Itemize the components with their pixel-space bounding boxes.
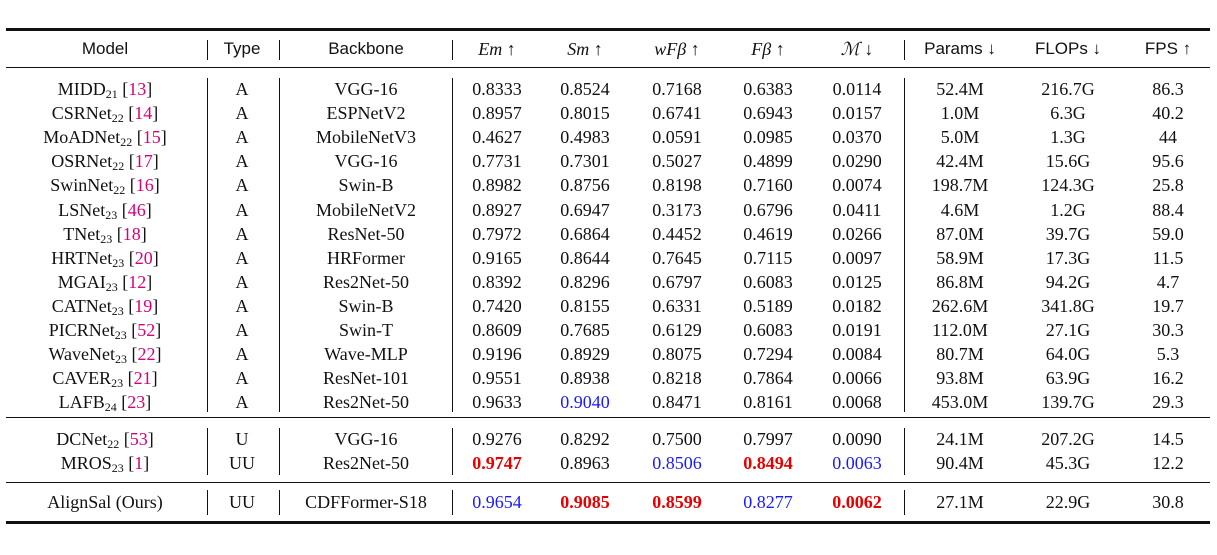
cell-type: UU bbox=[229, 492, 255, 512]
cell-params: 93.8M bbox=[936, 368, 984, 389]
cell-mae: 0.0411 bbox=[832, 199, 882, 220]
cell-params: 27.1M bbox=[936, 492, 984, 512]
model-year: 23 bbox=[112, 255, 125, 270]
cell-sm: 0.8015 bbox=[560, 103, 610, 124]
cell-params: 4.6M bbox=[940, 199, 980, 220]
citation-link[interactable]: 12 bbox=[128, 271, 147, 292]
cell-sm: 0.6864 bbox=[560, 223, 610, 244]
cell-backbone: Res2Net-50 bbox=[323, 271, 409, 292]
cell-backbone: MobileNetV2 bbox=[316, 199, 416, 220]
cell-sm: 0.8929 bbox=[560, 344, 610, 365]
column-separator bbox=[452, 490, 453, 515]
cell-sm: 0.7301 bbox=[560, 151, 610, 172]
header-rule bbox=[6, 67, 1210, 68]
cell-fb: 0.6943 bbox=[743, 103, 793, 124]
citation-link[interactable]: 16 bbox=[135, 175, 154, 196]
cell-em: 0.9747 bbox=[472, 453, 522, 474]
cell-fb: 0.8277 bbox=[743, 492, 793, 512]
cell-type: A bbox=[235, 127, 249, 148]
cell-wfb: 0.8599 bbox=[652, 492, 702, 512]
cell-flops: 39.7G bbox=[1045, 223, 1091, 244]
citation-link[interactable]: 18 bbox=[122, 223, 141, 244]
cell-type: A bbox=[235, 103, 249, 124]
cell-flops: 15.6G bbox=[1045, 151, 1091, 172]
cell-em: 0.8609 bbox=[472, 320, 522, 340]
cell-em: 0.9654 bbox=[472, 492, 522, 512]
cell-mae: 0.0084 bbox=[832, 344, 882, 365]
cell-fb: 0.4899 bbox=[743, 151, 793, 172]
column-separator bbox=[452, 428, 453, 475]
cell-em: 0.7972 bbox=[472, 223, 522, 244]
cell-fps: 4.7 bbox=[1156, 271, 1180, 292]
cell-sm: 0.8296 bbox=[560, 271, 610, 292]
group-rule-2 bbox=[6, 482, 1210, 483]
cell-em: 0.9551 bbox=[472, 368, 522, 389]
model-year: 23 bbox=[114, 328, 127, 342]
cell-fb: 0.5189 bbox=[743, 295, 793, 316]
cell-wfb: 0.0591 bbox=[652, 127, 702, 148]
header-model: Model bbox=[81, 39, 129, 58]
cell-params: 262.6M bbox=[931, 295, 989, 316]
citation-link[interactable]: 15 bbox=[142, 127, 161, 148]
cell-em: 0.8333 bbox=[472, 79, 522, 99]
cell-fps: 11.5 bbox=[1152, 247, 1184, 268]
column-separator bbox=[452, 40, 453, 60]
cell-flops: 17.3G bbox=[1045, 247, 1091, 268]
column-separator bbox=[279, 490, 280, 515]
model-name: $MIDD_{21}$ [13] bbox=[57, 79, 153, 101]
cell-fb: 0.0985 bbox=[743, 127, 793, 148]
cell-mae: 0.0157 bbox=[832, 103, 882, 124]
cell-em: 0.8392 bbox=[472, 271, 522, 292]
model-label: DCNet bbox=[56, 429, 108, 449]
cell-params: 90.4M bbox=[936, 453, 984, 474]
model-name: $MROS_{23}$ [1] bbox=[60, 453, 150, 476]
cell-params: 87.0M bbox=[936, 223, 984, 244]
bottom-rule bbox=[6, 521, 1210, 524]
cell-params: 52.4M bbox=[936, 79, 984, 99]
citation-link[interactable]: 22 bbox=[137, 344, 156, 365]
cell-flops: 139.7G bbox=[1041, 392, 1095, 413]
cell-backbone: ESPNetV2 bbox=[326, 103, 406, 124]
cell-fps: 5.3 bbox=[1156, 344, 1180, 365]
column-separator bbox=[207, 40, 208, 60]
cell-mae: 0.0074 bbox=[832, 175, 882, 196]
cell-wfb: 0.8506 bbox=[652, 453, 702, 474]
cell-fps: 30.3 bbox=[1152, 320, 1184, 340]
citation-link[interactable]: 46 bbox=[127, 199, 146, 220]
cell-em: 0.7731 bbox=[472, 151, 522, 172]
cell-wfb: 0.6797 bbox=[652, 271, 702, 292]
cell-fps: 59.0 bbox=[1152, 223, 1184, 244]
header-flops: FLOPs ↓ bbox=[1034, 39, 1102, 58]
model-year: 23 bbox=[115, 352, 128, 367]
cell-params: 198.7M bbox=[931, 175, 989, 196]
column-separator bbox=[452, 78, 453, 412]
cell-fps: 88.4 bbox=[1152, 199, 1184, 220]
cell-sm: 0.7685 bbox=[560, 320, 610, 340]
column-separator bbox=[279, 78, 280, 412]
cell-wfb: 0.6741 bbox=[652, 103, 702, 124]
column-separator bbox=[904, 78, 905, 412]
cell-params: 1.0M bbox=[940, 103, 980, 124]
cell-mae: 0.0097 bbox=[832, 247, 882, 268]
header-type: Type bbox=[223, 39, 261, 58]
cell-backbone: Swin-B bbox=[338, 295, 394, 316]
column-separator bbox=[279, 40, 280, 60]
cell-em: 0.9633 bbox=[472, 392, 522, 413]
cell-backbone: Swin-B bbox=[338, 175, 394, 196]
cell-sm: 0.8938 bbox=[560, 368, 610, 389]
column-separator bbox=[904, 40, 905, 60]
column-separator bbox=[279, 428, 280, 475]
cell-backbone: VGG-16 bbox=[334, 151, 398, 172]
cell-fps: 16.2 bbox=[1152, 368, 1184, 389]
cell-flops: 124.3G bbox=[1041, 175, 1095, 196]
cell-wfb: 0.8075 bbox=[652, 344, 702, 365]
cell-backbone: CDFFormer-S18 bbox=[305, 492, 427, 512]
cell-fps: 44 bbox=[1159, 127, 1177, 148]
model-year: 22 bbox=[113, 183, 126, 198]
cell-flops: 6.3G bbox=[1050, 103, 1086, 124]
model-year: 22 bbox=[111, 111, 124, 126]
cell-em: 0.8927 bbox=[472, 199, 522, 220]
header-em: Em ↑ bbox=[478, 39, 516, 59]
header-mae: ℳ ↓ bbox=[840, 39, 874, 59]
cell-mae: 0.0182 bbox=[832, 295, 882, 316]
cell-em: 0.9196 bbox=[472, 344, 522, 365]
citation-link[interactable]: 23 bbox=[127, 392, 146, 413]
cell-fps: 12.2 bbox=[1152, 453, 1184, 474]
header-params: Params ↓ bbox=[924, 39, 996, 58]
cell-fb: 0.6383 bbox=[743, 79, 793, 99]
cell-flops: 1.2G bbox=[1050, 199, 1086, 220]
cell-fb: 0.7294 bbox=[743, 344, 793, 365]
cell-fb: 0.7115 bbox=[743, 247, 793, 268]
header-wfb: wFβ ↑ bbox=[654, 39, 700, 59]
cell-backbone: Swin-T bbox=[339, 320, 393, 340]
cell-type: A bbox=[235, 223, 249, 244]
cell-fps: 25.8 bbox=[1152, 175, 1184, 196]
cell-type: UU bbox=[229, 453, 255, 474]
cell-sm: 0.8963 bbox=[560, 453, 610, 474]
cell-wfb: 0.8218 bbox=[652, 368, 702, 389]
cell-sm: 0.8644 bbox=[560, 247, 610, 268]
cell-wfb: 0.6331 bbox=[652, 295, 702, 316]
cell-wfb: 0.7500 bbox=[652, 429, 702, 449]
model-year: 22 bbox=[112, 159, 125, 174]
header-fps: FPS ↑ bbox=[1144, 39, 1192, 58]
model-label: OSRNet bbox=[51, 151, 113, 172]
cell-params: 80.7M bbox=[936, 344, 984, 365]
cell-flops: 216.7G bbox=[1041, 79, 1095, 99]
cell-fps: 19.7 bbox=[1152, 295, 1184, 316]
cell-type: A bbox=[235, 247, 249, 268]
model-label: MGAI bbox=[57, 271, 106, 292]
model-label: TNet bbox=[63, 223, 101, 244]
cell-backbone: VGG-16 bbox=[334, 429, 398, 449]
citation-link[interactable]: 20 bbox=[134, 247, 153, 268]
cell-sm: 0.8292 bbox=[560, 429, 610, 449]
model-label: SwinNet bbox=[50, 175, 114, 196]
cell-params: 86.8M bbox=[936, 271, 984, 292]
cell-em: 0.9276 bbox=[472, 429, 522, 449]
column-separator bbox=[207, 428, 208, 475]
header-sm: Sm ↑ bbox=[567, 39, 603, 59]
cell-mae: 0.0063 bbox=[832, 453, 882, 474]
cell-sm: 0.8756 bbox=[560, 175, 610, 196]
cell-params: 5.0M bbox=[940, 127, 980, 148]
cell-fb: 0.7997 bbox=[743, 429, 793, 449]
cell-fps: 95.6 bbox=[1152, 151, 1184, 172]
citation-link[interactable]: 52 bbox=[137, 320, 156, 340]
cell-type: A bbox=[235, 295, 249, 316]
cell-fb: 0.7864 bbox=[743, 368, 793, 389]
model-name: $MGAI_{23}$ [12] bbox=[57, 271, 153, 294]
cell-sm: 0.9040 bbox=[560, 392, 610, 413]
cell-type: A bbox=[235, 344, 249, 365]
model-label: AlignSal (Ours) bbox=[47, 492, 163, 512]
citation-link[interactable]: 14 bbox=[134, 103, 153, 124]
cell-backbone: VGG-16 bbox=[334, 79, 398, 99]
cell-wfb: 0.4452 bbox=[652, 223, 702, 244]
cell-backbone: Res2Net-50 bbox=[323, 453, 409, 474]
cell-wfb: 0.6129 bbox=[652, 320, 702, 340]
model-year: 24 bbox=[104, 400, 117, 415]
cell-em: 0.4627 bbox=[472, 127, 522, 148]
cell-flops: 22.9G bbox=[1045, 492, 1091, 512]
column-separator bbox=[904, 428, 905, 475]
model-year: 23 bbox=[100, 231, 113, 246]
cell-flops: 94.2G bbox=[1045, 271, 1091, 292]
group-rule-1 bbox=[6, 417, 1210, 418]
cell-params: 112.0M bbox=[932, 320, 988, 340]
cell-type: A bbox=[235, 199, 249, 220]
model-year: 22 bbox=[107, 437, 120, 451]
cell-type: A bbox=[235, 271, 249, 292]
citation-link[interactable]: 21 bbox=[133, 368, 152, 389]
cell-backbone: Res2Net-50 bbox=[323, 392, 409, 413]
column-separator bbox=[207, 78, 208, 412]
model-year: 23 bbox=[111, 461, 124, 476]
citation-link[interactable]: 13 bbox=[128, 79, 147, 99]
cell-em: 0.9165 bbox=[472, 247, 522, 268]
cell-fb: 0.8494 bbox=[743, 453, 793, 474]
cell-mae: 0.0125 bbox=[832, 271, 882, 292]
model-name: HRTNet$_{23}$ [20] bbox=[51, 247, 159, 270]
model-name: OSRNet$_{22}$ [17] bbox=[51, 151, 159, 174]
cell-sm: 0.8155 bbox=[560, 295, 610, 316]
cell-fps: 14.5 bbox=[1152, 429, 1184, 449]
model-name: CSRNet$_{22}$ [14] bbox=[51, 103, 159, 126]
cell-fb: 0.7160 bbox=[743, 175, 793, 196]
citation-link[interactable]: 17 bbox=[134, 151, 153, 172]
model-label: PICRNet bbox=[48, 320, 115, 340]
cell-fb: 0.6083 bbox=[743, 320, 793, 340]
model-name: LSNet$_{23}$ [46] bbox=[58, 199, 152, 222]
cell-wfb: 0.8471 bbox=[652, 392, 702, 413]
cell-fb: 0.6083 bbox=[743, 271, 793, 292]
cell-mae: 0.0290 bbox=[832, 151, 882, 172]
model-label: LSNet bbox=[58, 199, 106, 220]
cell-sm: 0.9085 bbox=[560, 492, 610, 512]
cell-em: 0.8957 bbox=[472, 103, 522, 124]
cell-flops: 341.8G bbox=[1041, 295, 1095, 316]
cell-mae: 0.0068 bbox=[832, 392, 882, 413]
model-name: $CAVER_{23}$ [21] bbox=[52, 368, 158, 391]
cell-wfb: 0.7645 bbox=[652, 247, 702, 268]
cell-flops: 64.0G bbox=[1045, 344, 1091, 365]
model-name: $LAFB_{24}$ [23] bbox=[58, 392, 152, 415]
cell-backbone: ResNet-50 bbox=[327, 223, 405, 244]
cell-mae: 0.0266 bbox=[832, 223, 882, 244]
cell-wfb: 0.7168 bbox=[652, 79, 702, 99]
model-year: 23 bbox=[111, 303, 124, 318]
model-year: 23 bbox=[111, 376, 124, 391]
cell-params: 24.1M bbox=[936, 429, 984, 449]
model-name: PICRNet$_{23}$ [52] bbox=[48, 320, 162, 342]
model-name: SwinNet$_{22}$ [16] bbox=[50, 175, 160, 198]
cell-fb: 0.8161 bbox=[743, 392, 793, 413]
model-name: CATNet$_{23}$ [19] bbox=[51, 295, 159, 318]
cell-sm: 0.6947 bbox=[560, 199, 610, 220]
cell-sm: 0.8524 bbox=[560, 79, 610, 99]
cell-fps: 30.8 bbox=[1152, 492, 1184, 512]
model-label: LAFB bbox=[58, 392, 105, 413]
model-year: 21 bbox=[105, 87, 118, 101]
model-label: MoADNet bbox=[43, 127, 121, 148]
column-separator bbox=[207, 490, 208, 515]
model-name: MoADNet$_{22}$ [15] bbox=[43, 127, 167, 150]
model-name: WaveNet$_{23}$ [22] bbox=[48, 344, 162, 367]
cell-params: 58.9M bbox=[936, 247, 984, 268]
cell-backbone: ResNet-101 bbox=[323, 368, 409, 389]
model-label: WaveNet bbox=[48, 344, 116, 365]
citation-link[interactable]: 19 bbox=[134, 295, 153, 316]
cell-wfb: 0.5027 bbox=[652, 151, 702, 172]
cell-wfb: 0.8198 bbox=[652, 175, 702, 196]
cell-fb: 0.4619 bbox=[743, 223, 793, 244]
cell-fps: 29.3 bbox=[1152, 392, 1184, 413]
model-label: CAVER bbox=[52, 368, 112, 389]
cell-type: A bbox=[235, 320, 249, 340]
model-name: TNet$_{23}$ [18] bbox=[63, 223, 147, 246]
model-label: HRTNet bbox=[51, 247, 113, 268]
cell-mae: 0.0066 bbox=[832, 368, 882, 389]
model-label: MROS bbox=[60, 453, 112, 474]
cell-mae: 0.0090 bbox=[832, 429, 882, 449]
header-backbone: Backbone bbox=[328, 39, 404, 58]
cell-mae: 0.0062 bbox=[832, 492, 882, 512]
model-year: 23 bbox=[105, 279, 118, 294]
cell-type: A bbox=[235, 368, 249, 389]
cell-flops: 63.9G bbox=[1045, 368, 1091, 389]
cell-backbone: HRFormer bbox=[327, 247, 405, 268]
cell-params: 453.0M bbox=[931, 392, 989, 413]
cell-mae: 0.0114 bbox=[832, 79, 882, 99]
cell-flops: 27.1G bbox=[1045, 320, 1091, 340]
top-rule bbox=[6, 28, 1210, 31]
cell-type: A bbox=[235, 79, 249, 99]
header-fb: Fβ ↑ bbox=[751, 39, 785, 59]
model-year: 22 bbox=[120, 135, 133, 150]
cell-type: A bbox=[235, 151, 249, 172]
cell-type: A bbox=[235, 175, 249, 196]
model-name: DCNet$_{22}$ [53] bbox=[56, 429, 154, 451]
cell-sm: 0.4983 bbox=[560, 127, 610, 148]
cell-fps: 40.2 bbox=[1152, 103, 1184, 124]
cell-mae: 0.0370 bbox=[832, 127, 882, 148]
model-label: CSRNet bbox=[51, 103, 112, 124]
cell-backbone: MobileNetV3 bbox=[316, 127, 416, 148]
cell-flops: 207.2G bbox=[1041, 429, 1095, 449]
cell-params: 42.4M bbox=[936, 151, 984, 172]
cell-em: 0.7420 bbox=[472, 295, 522, 316]
cell-backbone: Wave-MLP bbox=[324, 344, 408, 365]
cell-mae: 0.0191 bbox=[832, 320, 882, 340]
cell-em: 0.8982 bbox=[472, 175, 522, 196]
model-name bbox=[47, 492, 163, 512]
citation-link[interactable]: 1 bbox=[134, 453, 144, 474]
model-year: 23 bbox=[105, 207, 118, 222]
cell-fb: 0.6796 bbox=[743, 199, 793, 220]
cell-type: A bbox=[235, 392, 249, 413]
cell-fps: 86.3 bbox=[1152, 79, 1184, 99]
column-separator bbox=[904, 490, 905, 515]
cell-flops: 1.3G bbox=[1050, 127, 1086, 148]
cell-type: U bbox=[235, 429, 249, 449]
cell-flops: 45.3G bbox=[1045, 453, 1091, 474]
model-label: CATNet bbox=[51, 295, 112, 316]
cell-wfb: 0.3173 bbox=[652, 199, 702, 220]
model-label: MIDD bbox=[57, 79, 106, 99]
citation-link[interactable]: 53 bbox=[129, 429, 148, 449]
